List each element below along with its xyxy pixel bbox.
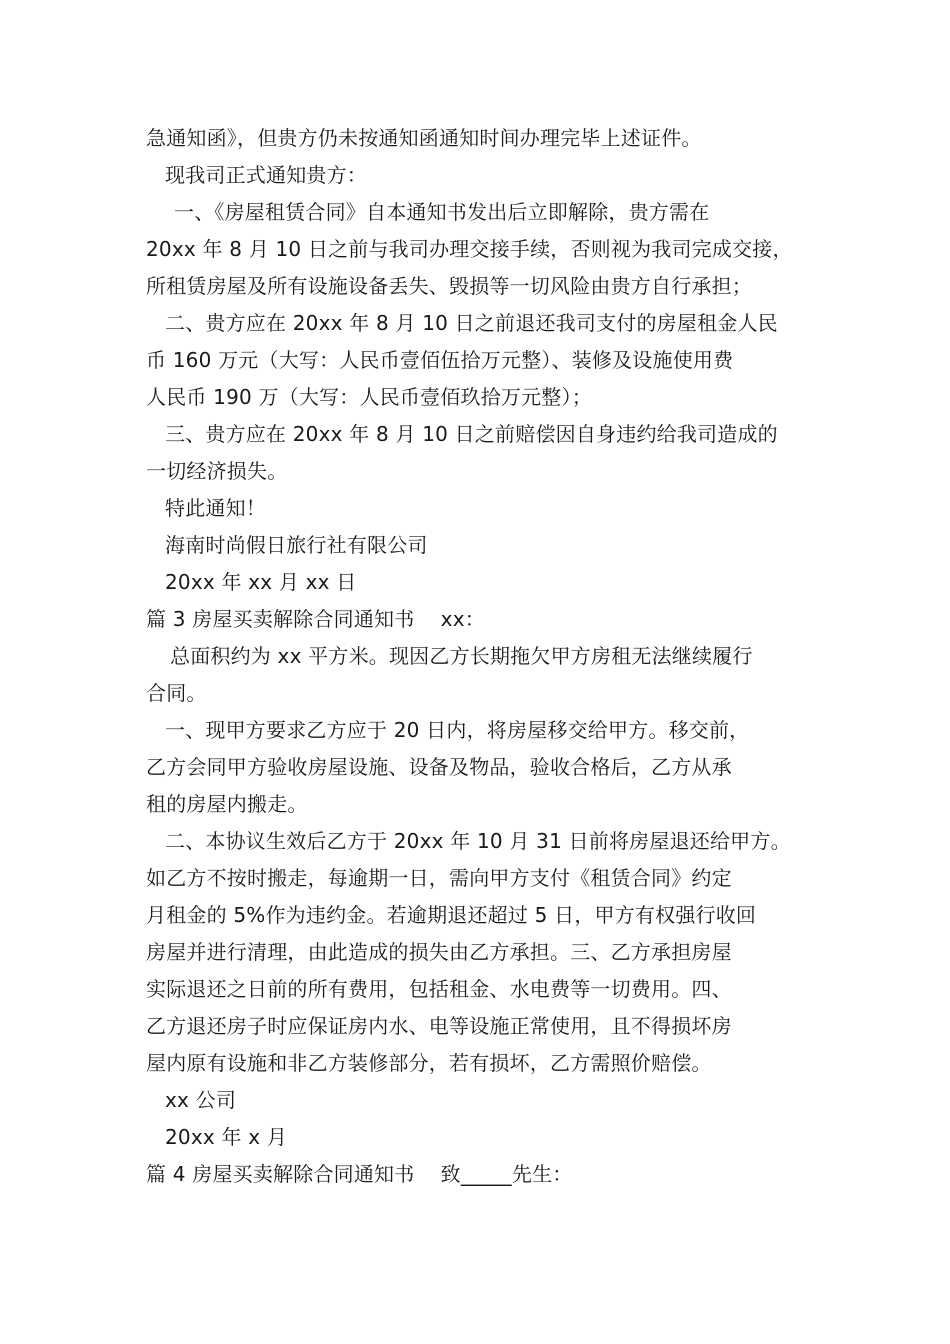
text-line: 三、贵方应在 20xx 年 8 月 10 日之前赔偿因自身违约给我司造成的 [165,422,778,446]
section-heading: 篇 3 房屋买卖解除合同通知书 xx： [146,607,485,631]
text-line: 一切经济损失。 [146,459,288,483]
text-line: 房屋并进行清理，由此造成的损失由乙方承担。三、乙方承担房屋 [146,940,732,964]
text-line: 币 160 万元（大写：人民币壹佰伍拾万元整）、装修及设施使用费 [146,348,734,372]
text-line: 二、本协议生效后乙方于 20xx 年 10 月 31 日前将房屋退还给甲方。 [165,829,791,853]
text-line: 实际退还之日前的所有费用，包括租金、水电费等一切费用。四、 [146,977,732,1001]
text-line: 租的房屋内搬走。 [146,792,308,816]
text-line: 屋内原有设施和非乙方装修部分，若有损坏，乙方需照价赔偿。 [146,1051,712,1075]
text-line: 乙方会同甲方验收房屋设施、设备及物品，验收合格后，乙方从承 [146,755,732,779]
section-heading: 篇 4 房屋买卖解除合同通知书 致_____先生： [146,1162,573,1186]
document-body [146,120,826,1193]
text-line: 特此通知！ [165,496,266,520]
text-line: 海南时尚假日旅行社有限公司 [165,533,428,557]
text-line: 20xx 年 x 月 [165,1125,288,1149]
text-line: 所租赁房屋及所有设施设备丢失、毁损等一切风险由贵方自行承担； [146,274,752,298]
text-line: xx 公司 [165,1088,237,1112]
text-line: 一、《房屋租赁合同》自本通知书发出后立即解除，贵方需在 [174,200,710,224]
text-line: 合同。 [146,681,207,705]
text-line: 月租金的 5%作为违约金。若逾期退还超过 5 日，甲方有权强行收回 [146,903,757,927]
text-line: 20xx 年 8 月 10 日之前与我司办理交接手续，否则视为我司完成交接， [146,237,793,261]
text-line: 如乙方不按时搬走，每逾期一日，需向甲方支付《租赁合同》约定 [146,866,732,890]
text-line: 20xx 年 xx 月 xx 日 [165,570,357,594]
text-line: 急通知函》，但贵方仍未按通知函通知时间办理完毕上述证件。 [146,126,702,150]
text-line: 总面积约为 xx 平方米。现因乙方长期拖欠甲方房租无法继续履行 [170,644,753,668]
text-line: 现我司正式通知贵方： [165,163,367,187]
text-line: 二、贵方应在 20xx 年 8 月 10 日之前退还我司支付的房屋租金人民 [165,311,778,335]
text-line: 一、现甲方要求乙方应于 20 日内，将房屋移交给甲方。移交前， [165,718,750,742]
text-line: 人民币 190 万（大写：人民币壹佰玖拾万元整）； [146,385,592,409]
text-line: 乙方退还房子时应保证房内水、电等设施正常使用，且不得损坏房 [146,1014,732,1038]
